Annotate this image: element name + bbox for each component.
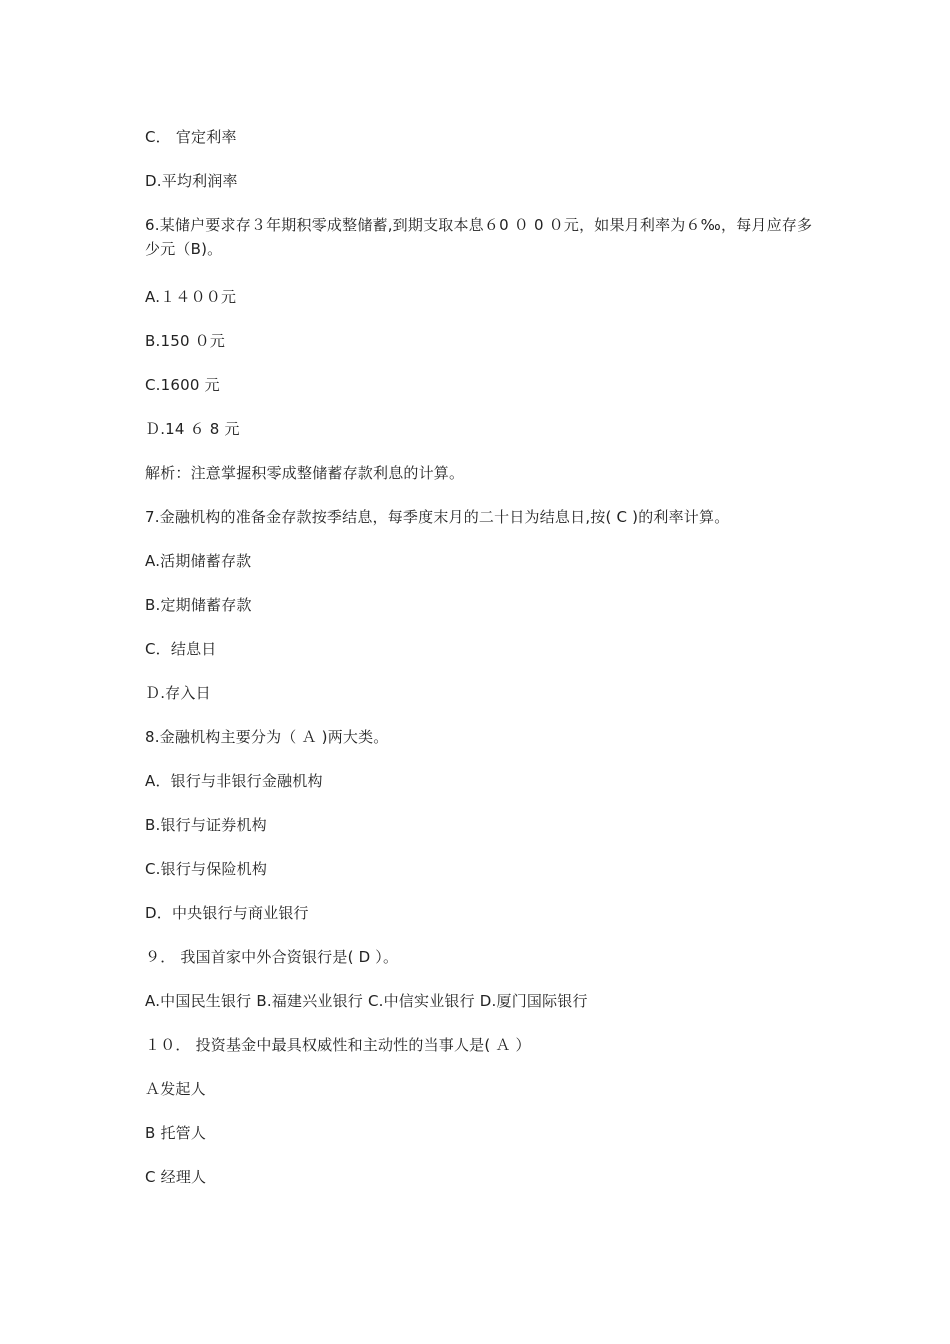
question-7: 7.金融机构的准备金存款按季结息，每季度末月的二十日为结息日,按( C )的利率计算。 <box>145 508 730 526</box>
option-d-average-profit-rate: D.平均利润率 <box>145 172 238 190</box>
q8-option-d: D．中央银行与商业银行 <box>145 904 309 922</box>
question-8: 8.金融机构主要分为（ Ａ )两大类。 <box>145 728 389 746</box>
q6-option-b: B.150 ０元 <box>145 332 226 350</box>
q6-option-d: Ｄ.14 ６ 8 元 <box>145 420 240 438</box>
q10-option-b: B 托管人 <box>145 1124 207 1142</box>
q8-option-a: A．银行与非银行金融机构 <box>145 772 323 790</box>
q10-option-a: Ａ发起人 <box>145 1080 206 1098</box>
q10-option-c: C 经理人 <box>145 1168 207 1186</box>
q7-option-b: B.定期储蓄存款 <box>145 596 252 614</box>
q8-option-b: B.银行与证券机构 <box>145 816 267 834</box>
q6-option-a: A.１４００元 <box>145 288 237 306</box>
q7-option-a: A.活期储蓄存款 <box>145 552 252 570</box>
q9-options: A.中国民生银行 B.福建兴业银行 C.中信实业银行 D.厦门国际银行 <box>145 992 588 1010</box>
q7-option-c: C．结息日 <box>145 640 217 658</box>
q7-option-d: Ｄ.存入日 <box>145 684 211 702</box>
q8-option-c: C.银行与保险机构 <box>145 860 268 878</box>
question-9: ９． 我国首家中外合资银行是( D ）。 <box>145 948 399 966</box>
q6-explanation: 解析：注意掌握积零成整储蓄存款利息的计算。 <box>145 464 465 482</box>
q6-option-c: C.1600 元 <box>145 376 220 394</box>
question-10: １０． 投资基金中最具权威性和主动性的当事人是( Ａ ） <box>145 1036 531 1054</box>
question-6: 6.某储户要求存３年期积零成整储蓄,到期支取本息６0 ０ 0 ０元，如果月利率为６‰，每月应存多少元（B)。 <box>145 216 813 258</box>
option-c-official-rate: C． 官定利率 <box>145 128 237 146</box>
